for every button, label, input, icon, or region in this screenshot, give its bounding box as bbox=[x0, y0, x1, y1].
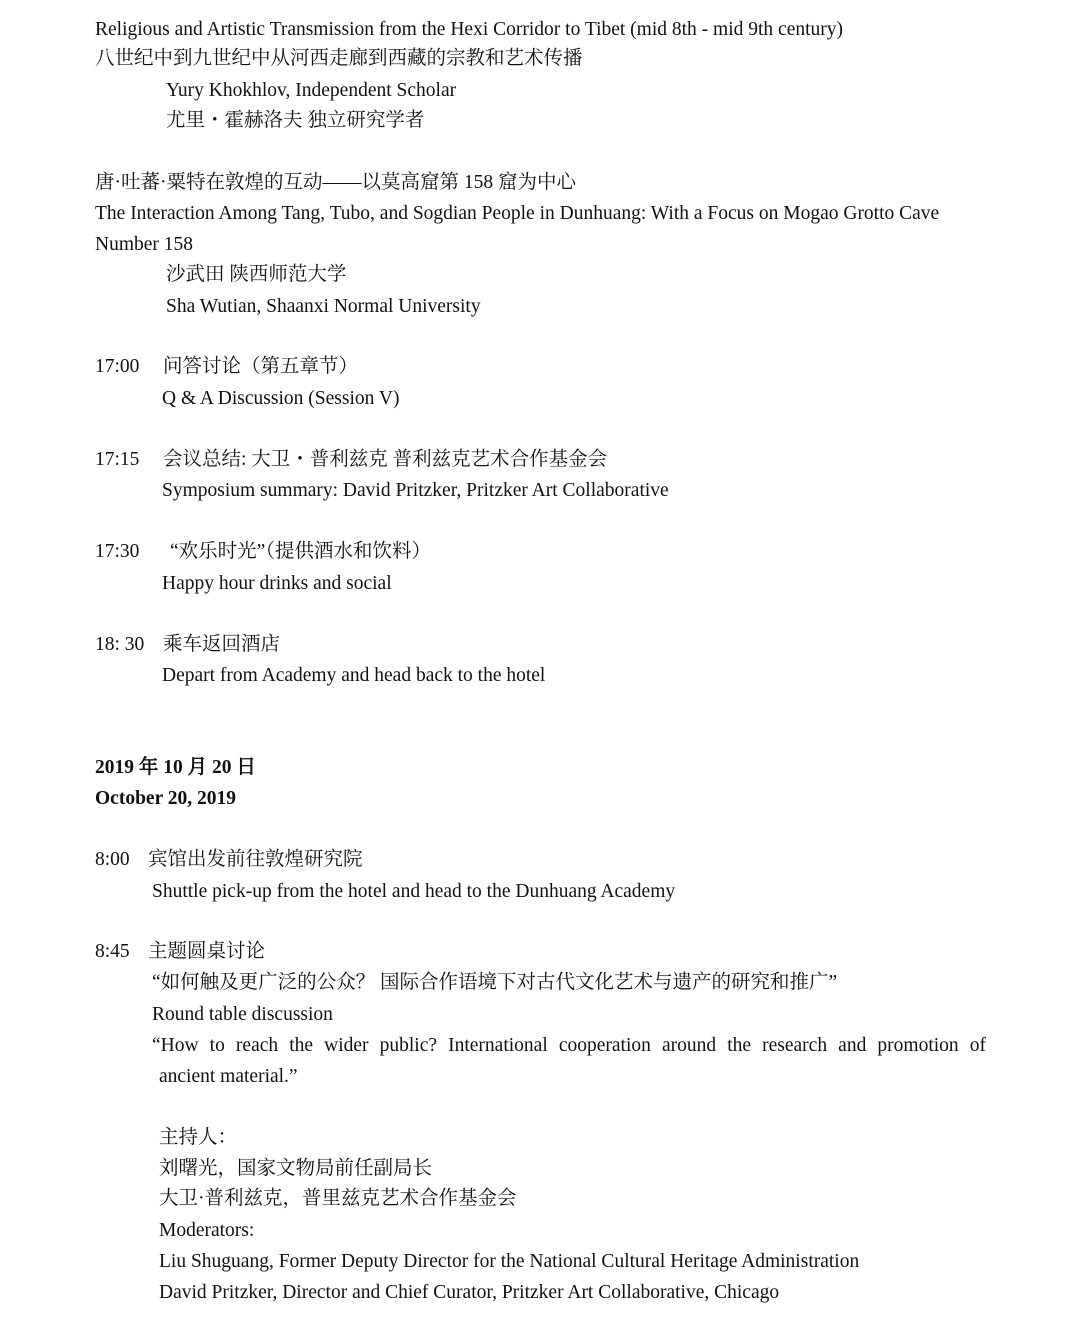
moderator-en: Liu Shuguang, Former Deputy Director for the National Cultural Heritage Administration bbox=[159, 1251, 860, 1272]
talk-1-title-zh: 八世纪中到九世纪中从河西走廊到西藏的宗教和艺术传播 bbox=[95, 48, 583, 69]
schedule-item-en: Depart from Academy and head back to the hotel bbox=[162, 665, 546, 686]
talk-2-speaker-en: Sha Wutian, Shaanxi Normal University bbox=[166, 296, 481, 317]
round-table-topic-zh: “如何触及更广泛的公众？ 国际合作语境下对古代文化艺术与遗产的研究和推广” bbox=[152, 972, 838, 993]
round-table-topic-en-line2: ancient material.” bbox=[159, 1066, 298, 1087]
talk-1-speaker-zh: 尤里・霍赫洛夫 独立研究学者 bbox=[166, 110, 425, 131]
talk-2-title-en-line2: Number 158 bbox=[95, 234, 194, 255]
schedule-item-zh: “欢乐时光”（提供酒水和饮料） bbox=[170, 541, 432, 562]
schedule-item-en: Shuttle pick-up from the hotel and head to the Dunhuang Academy bbox=[152, 881, 676, 902]
schedule-time: 17:15 bbox=[95, 449, 140, 470]
schedule-time: 8:45 bbox=[95, 941, 130, 962]
schedule-time: 17:00 bbox=[95, 356, 140, 377]
round-table-label-en: Round table discussion bbox=[152, 1004, 333, 1025]
moderator-zh: 刘曙光，国家文物局前任副局长 bbox=[159, 1158, 433, 1179]
moderator-en: David Pritzker, Director and Chief Curator, Pritzker Art Collaborative, Chicago bbox=[159, 1282, 780, 1303]
talk-1-title-en: Religious and Artistic Transmission from the Hexi Corridor to Tibet (mid 8th - mid 9th century) bbox=[95, 19, 844, 40]
talk-1-speaker-en: Yury Khokhlov, Independent Scholar bbox=[166, 80, 457, 101]
schedule-item-zh: 宾馆出发前往敦煌研究院 bbox=[148, 849, 363, 870]
round-table-topic-en-line1: “How to reach the wider public? International cooperation around the research and promotion of bbox=[152, 1035, 986, 1056]
talk-2-title-zh: 唐·吐蕃·粟特在敦煌的互动——以莫高窟第 158 窟为中心 bbox=[95, 172, 576, 193]
schedule-time: 8:00 bbox=[95, 849, 130, 870]
talk-2-title-en-line1: The Interaction Among Tang, Tubo, and Sogdian People in Dunhuang: With a Focus on Mogao Grotto Cave bbox=[95, 203, 940, 224]
schedule-item-en: Q & A Discussion (Session V) bbox=[162, 388, 400, 409]
moderators-label-en: Moderators: bbox=[159, 1220, 255, 1241]
schedule-item-zh: 问答讨论（第五章节） bbox=[163, 356, 359, 377]
schedule-item-en: Happy hour drinks and social bbox=[162, 573, 392, 594]
moderator-zh: 大卫·普利兹克，普里兹克艺术合作基金会 bbox=[159, 1188, 517, 1209]
schedule-item-zh: 乘车返回酒店 bbox=[163, 634, 281, 655]
day-2-date-en: October 20, 2019 bbox=[95, 788, 236, 809]
schedule-item-zh: 会议总结: 大卫・普利兹克 普利兹克艺术合作基金会 bbox=[163, 449, 608, 470]
schedule-item-zh: 主题圆桌讨论 bbox=[148, 941, 266, 962]
day-2-date-zh: 2019 年 10 月 20 日 bbox=[95, 757, 256, 778]
moderators-label-zh: 主持人： bbox=[159, 1127, 238, 1148]
talk-2-speaker-zh: 沙武田 陕西师范大学 bbox=[166, 264, 347, 285]
schedule-time: 17:30 bbox=[95, 541, 140, 562]
schedule-time: 18: 30 bbox=[95, 634, 145, 655]
schedule-item-en: Symposium summary: David Pritzker, Pritzker Art Collaborative bbox=[162, 480, 669, 501]
